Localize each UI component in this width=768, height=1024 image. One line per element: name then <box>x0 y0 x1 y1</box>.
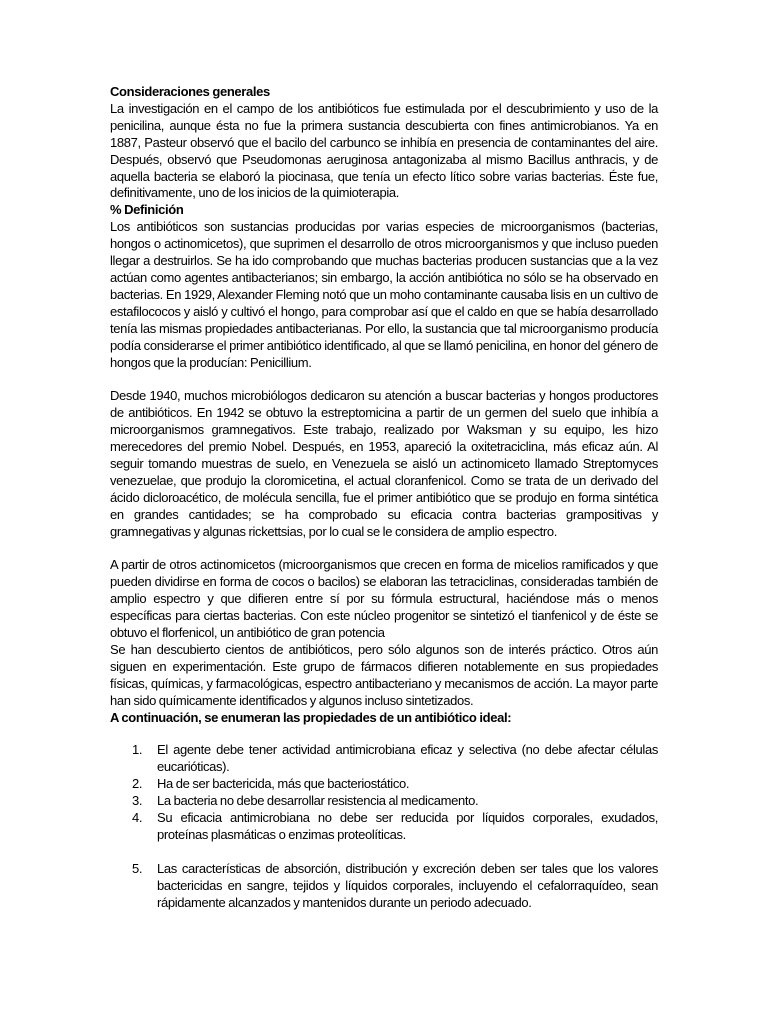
list-item-text: Las características de absorción, distribución y excreción deben ser tales que los valores bactericidas en sangre, tejidos y líquidos corporales, incluyendo el cefalorraquídeo, sean rápidamente alcanzados y mantenidos durante un periodo adecuado. <box>157 860 658 910</box>
list-item-number: 5. <box>132 860 143 876</box>
properties-list <box>110 742 658 911</box>
paragraph-1940: Desde 1940, muchos microbiólogos dedicaron su atención a buscar bacterias y hongos productores de antibióticos. En 1942 se obtuvo la estreptomicina a partir de un germen del suelo que inhibía a microorganismos gramnegativos. Este trabajo, realizado por Waksman y su equipo, les hizo merecedores del premio Nobel. Después, en 1953, apareció la oxitetraciclina, más eficaz aún. Al seguir tomando muestras de suelo, en Venezuela se aisló un actinomiceto llamado Streptomyces venezuelae, que produjo la cloromicetina, el actual cloranfenicol. Como se trata de un derivado del ácido dicloroacético, de molécula sencilla, fue el primer antibiótico que se produjo en forma sintética en grandes cantidades; se ha comprobado su eficacia contra bacterias grampositivas y gramnegativas y algunas rickettsias, por lo cual se le considera de amplio espectro. <box>110 388 658 539</box>
heading-definition: % Definición <box>110 202 184 218</box>
paragraph-spacer <box>110 371 658 388</box>
heading-general: Consideraciones generales <box>110 84 270 99</box>
list-item-number: 2. <box>132 776 143 792</box>
paragraph-spacer <box>110 540 658 557</box>
paragraph-definition: Los antibióticos son sustancias producidas por varias especies de microorganismos (bacterias, hongos o actinomicetos), que suprimen el desarrollo de otros microorganismos y que incluso pueden llegar a destruirlos. Se ha ido comprobando que muchas bacterias producen sustancias que a la vez actúan como agentes antibacterianos; sin embargo, la acción antibiótica no sólo se ha observado en bacterias. En 1929, Alexander Fleming notó que un moho contaminante causaba lisis en un cultivo de estafilococos y aisló y cultivó el hongo, para comprobar así que el caldo en que se había desarrollado tenía las mismas propiedades antibacterianas. Por ello, la sustancia que tal microorganismo producía podía considerarse el primer antibiótico identificado, al que se llamó penicilina, en honor del género de hongos que la producían: Penicillium. <box>110 219 658 370</box>
list-item <box>110 793 658 810</box>
list-item-text: Su eficacia antimicrobiana no debe ser reducida por líquidos corporales, exudados, proteínas plasmáticas o enzimas proteolíticas. <box>157 810 658 842</box>
list-item-number: 3. <box>132 793 143 809</box>
list-item <box>110 742 658 776</box>
list-item-text: El agente debe tener actividad antimicrobiana eficaz y selectiva (no debe afectar células eucarióticas). <box>157 742 658 775</box>
list-item <box>110 776 658 793</box>
heading-properties-list: A continuación, se enumeran las propiedades de un antibiótico ideal: <box>110 709 512 725</box>
list-item <box>110 861 658 912</box>
list-item <box>110 810 658 844</box>
list-item-number: 1. <box>132 742 143 758</box>
list-item-number: 4. <box>132 810 143 826</box>
paragraph-general: La investigación en el campo de los antibióticos fue estimulada por el descubrimiento y uso de la penicilina, aunque ésta no fue la primera sustancia descubierta con fines antimicrobianos. Ya en 1887, Pasteur observó que el bacilo del carbunco se inhibía en presencia de contaminantes del aire. Después, observó que Pseudomonas aeruginosa antagonizaba al mismo Bacillus anthracis, y de aquella bacteria se elaboró la piocinasa, que tenía un efecto lítico sobre varias bacterias. Éste fue, definitivamente, uno de los inicios de la quimioterapia. <box>110 100 658 201</box>
paragraph-actinomicetos: A partir de otros actinomicetos (microorganismos que crecen en forma de micelios ramificados y que pueden dividirse en forma de cocos o bacilos) se elaboran las tetraciclinas, consideradas también de amplio espectro y que difieren entre sí por su fórmula estructural, haciéndose más o menos específicas para ciertas bacterias. Con este núcleo progenitor se sintetizó el tianfenicol y de éste se obtuvo el florfenicol, un antibiótico de gran potencia <box>110 557 658 640</box>
list-item-text: La bacteria no debe desarrollar resistencia al medicamento. <box>157 793 479 809</box>
document-page <box>110 84 658 911</box>
list-item-text: Ha de ser bactericida, más que bacteriostático. <box>157 776 410 792</box>
paragraph-cientos: Se han descubierto cientos de antibióticos, pero sólo algunos son de interés práctico. Otros aún siguen en experimentación. Este grupo de fármacos difieren notablemente en sus propiedades físicas, químicas, y farmacológicas, espectro antibacteriano y mecanismos de acción. La mayor parte han sido químicamente identificados y algunos incluso sintetizados. <box>110 641 658 708</box>
